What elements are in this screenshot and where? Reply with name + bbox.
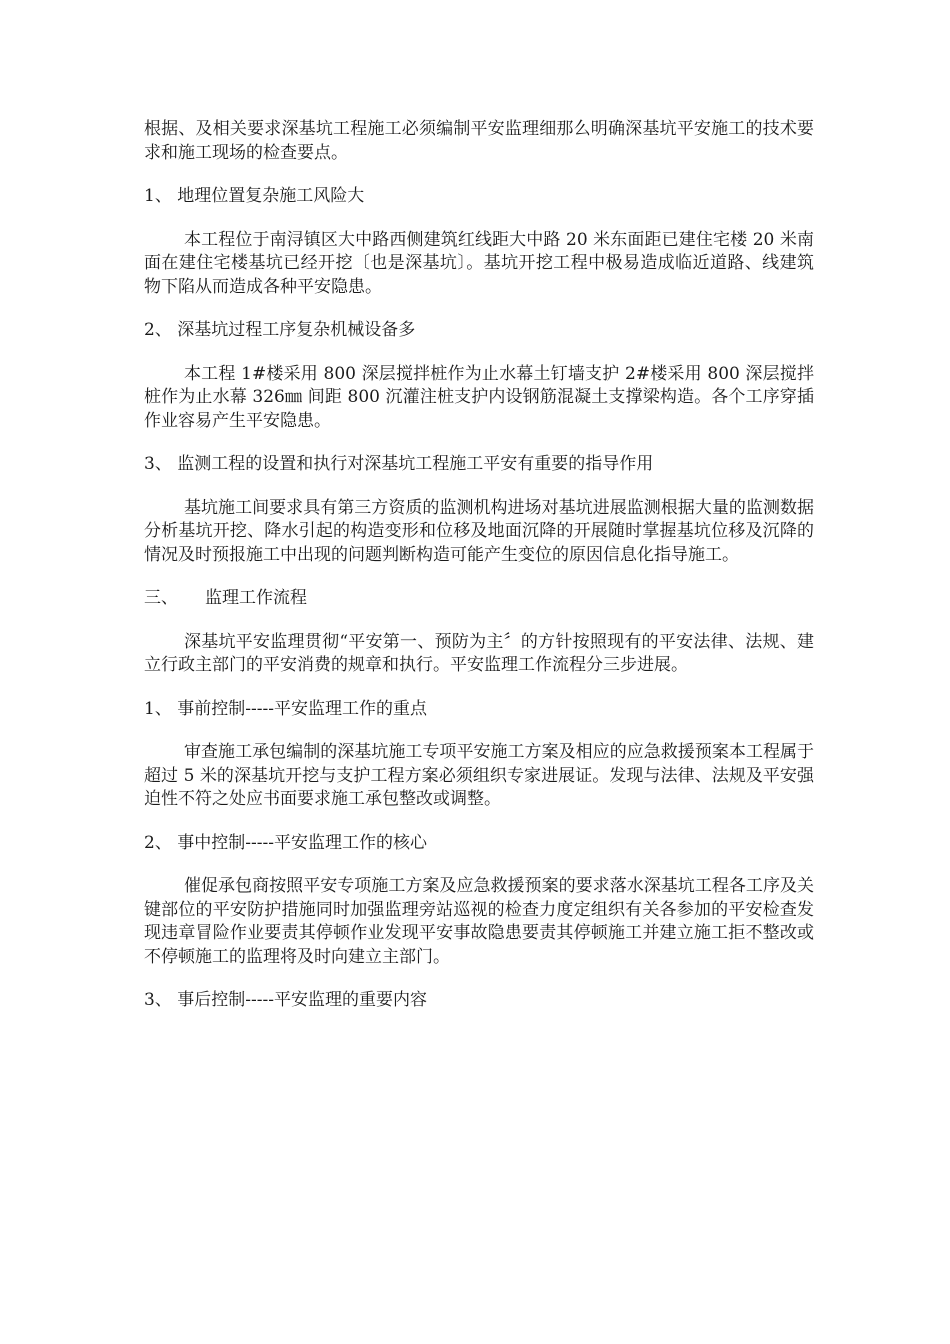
paragraph-intro: 根据、及相关要求深基坑工程施工必须编制平安监理细那么明确深基坑平安施工的技术要求和施工现场的检查要点。 <box>144 119 814 163</box>
paragraph-supervision-flow: 深基坑平安监理贯彻“平安第一、预防为主〞的方针按照现有的平安法律、法规、建立行政主部门的平安消费的规章和执行。平安监理工作流程分三步进展。 <box>144 631 814 675</box>
paragraph-geography-risk: 本工程位于南浔镇区大中路西侧建筑红线距大中路 20 米东面距已建住宅楼 20 米南面在建住宅楼基坑已经开挖〔也是深基坑〕。基坑开挖工程中极易造成临近道路、线建筑物下陷从而造成各种平安隐患。 <box>144 229 814 297</box>
paragraph-process-complexity: 本工程 1#楼采用 800 深层搅拌桩作为止水幕土钉墙支护 2#楼采用 800 深层搅拌桩作为止水幕 326㎜ 间距 800 沉灌注桩支护内设钢筋混凝土支撑梁构造。各个工序穿插作业容易产生平安隐患。 <box>144 363 814 431</box>
paragraph-in-process-control: 催促承包商按照平安专项施工方案及应急救援预案的要求落水深基坑工程各工序及关键部位的平安防护措施同时加强监理旁站巡视的检查力度定组织有关各参加的平安检查发现违章冒险作业要责其停顿作业发现平安事故隐患要责其停顿施工并建立施工拒不整改或不停顿施工的监理将及时向建立主部门。 <box>144 876 814 967</box>
paragraph-monitoring: 基坑施工间要求具有第三方资质的监测机构进场对基坑进展监测根据大量的监测数据分析基坑开挖、降水引起的构造变形和位移及地面沉降的开展随时掌握基坑位移及沉降的情况及时预报施工中出现的问题判断构造可能产生变位的原因信息化指导施工。 <box>144 497 814 565</box>
paragraph-pre-control: 审查施工承包编制的深基坑施工专项平安施工方案及相应的应急救援预案本工程属于超过 5 米的深基坑开挖与支护工程方案必须组织专家进展证。发现与法律、法规及平安强迫性不符之处应书面要求施工承包整改或调整。 <box>144 742 814 809</box>
heading-supervision-flow: 三、 监理工作流程 <box>144 588 308 608</box>
heading-monitoring: 3、 监测工程的设置和执行对深基坑工程施工平安有重要的指导作用 <box>144 454 654 474</box>
heading-post-control: 3、 事后控制-----平安监理的重要内容 <box>144 990 427 1010</box>
heading-geography-risk: 1、 地理位置复杂施工风险大 <box>144 186 365 206</box>
heading-pre-control: 1、 事前控制-----平安监理工作的重点 <box>144 698 427 719</box>
document-body <box>144 118 814 1033</box>
heading-process-complexity: 2、 深基坑过程工序复杂机械设备多 <box>144 320 416 340</box>
heading-in-process-control: 2、 事中控制-----平安监理工作的核心 <box>144 832 427 853</box>
